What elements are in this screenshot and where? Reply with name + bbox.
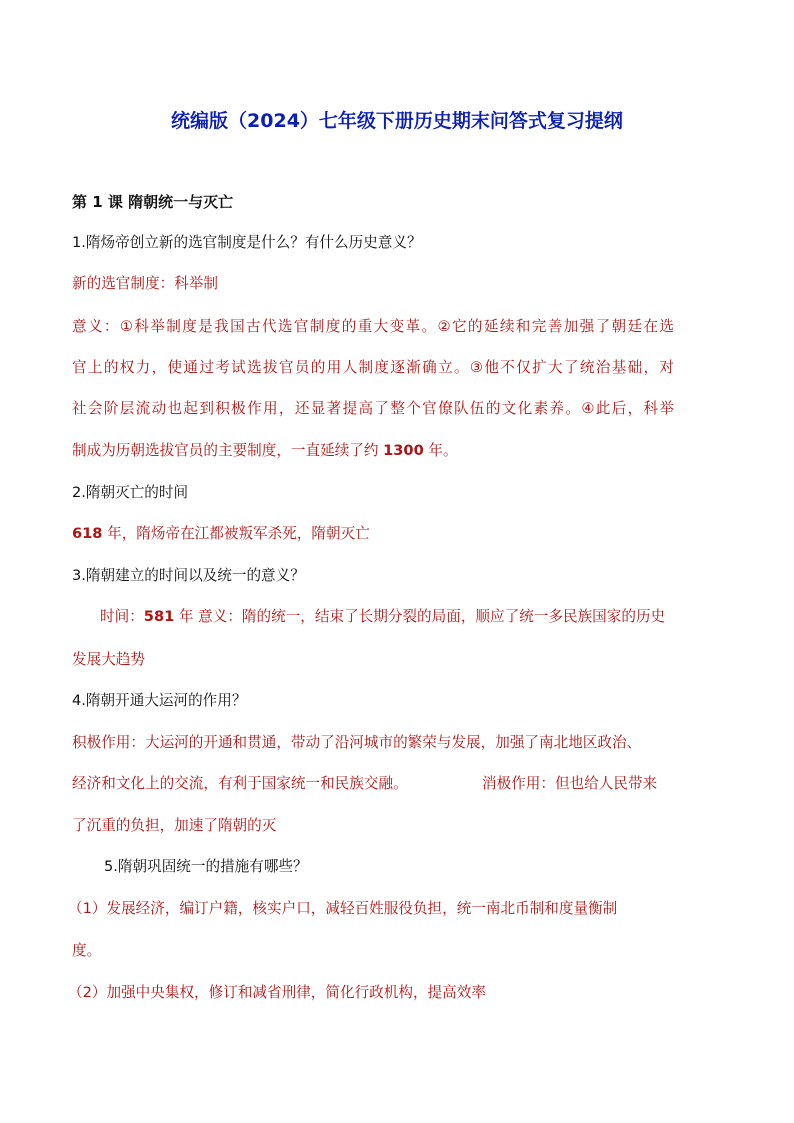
answer-3-line-1: [100, 607, 665, 627]
answer-3-text: 年 意义：隋的统一，结束了长期分裂的局面，顺应了统一多民族国家的历史: [174, 608, 666, 625]
answer-1-line-3: 社会阶层流动也起到积极作用，还显著提高了整个官僚队伍的文化素养。④此后，科举: [72, 400, 674, 417]
answer-2-year: 618: [72, 525, 103, 542]
answer-1-line-4: [72, 441, 458, 461]
answer-4-line-2-right: 消极作用：但也给人民带来: [482, 775, 658, 792]
lesson-heading: 第 1 课 隋朝统一与灭亡: [72, 193, 234, 211]
answer-1-line-4-end: 年。: [423, 442, 458, 459]
question-4: 4.隋朝开通大运河的作用？: [72, 692, 247, 709]
question-5: 5.隋朝巩固统一的措施有哪些？: [104, 858, 308, 875]
answer-2: [72, 524, 370, 544]
answer-4-line-3: 了沉重的负担，加速了隋朝的灭: [72, 817, 277, 834]
answer-1-line-3-wrap: [72, 399, 674, 419]
document-title: 统编版（2024）七年级下册历史期末问答式复习提纲: [171, 110, 623, 132]
answer-4-line-2-left: 经济和文化上的交流，有利于国家统一和民族交融。: [72, 775, 408, 792]
answer-1-significance: [72, 317, 674, 337]
question-1: 1.隋炀帝创立新的选官制度是什么？有什么历史意义？: [72, 234, 422, 251]
answer-2-text: 年，隋炀帝在江都被叛军杀死，隋朝灭亡: [102, 525, 370, 542]
question-2: 2.隋朝灭亡的时间: [72, 484, 189, 501]
answer-3-year: 581: [143, 608, 175, 625]
answer-1-line-1: 意义：①科举制度是我国古代选官制度的重大变革。②它的延续和完善加强了朝廷在选: [72, 318, 674, 335]
answer-5-item-2: （2）加强中央集权，修订和减省刑律，简化行政机构，提高效率: [68, 984, 486, 1001]
answer-1-system: 新的选官制度：科举制: [72, 275, 218, 292]
answer-5-item-1-line-2: 度。: [72, 942, 102, 959]
answer-3-time-label: 时间：: [100, 608, 144, 625]
answer-1-line-4-text: 制成为历朝选拔官员的主要制度，一直延续了约: [72, 442, 384, 459]
answer-3-line-2: 发展大趋势: [72, 651, 145, 668]
answer-1-year-number: 1300: [383, 442, 424, 459]
answer-1-line-2-wrap: [72, 358, 674, 378]
answer-4-line-1: 积极作用：大运河的开通和贯通，带动了沿河城市的繁荣与发展，加强了南北地区政治、: [72, 734, 642, 751]
answer-1-line-2: 官上的权力，使通过考试选拔官员的用人制度逐渐确立。③他不仅扩大了统治基础，对: [72, 359, 674, 376]
answer-5-item-1-line-1: （1）发展经济，编订户籍，核实户口，减轻百姓服役负担，统一南北币制和度量衡制: [68, 900, 618, 917]
question-3: 3.隋朝建立的时间以及统一的意义？: [72, 567, 305, 584]
